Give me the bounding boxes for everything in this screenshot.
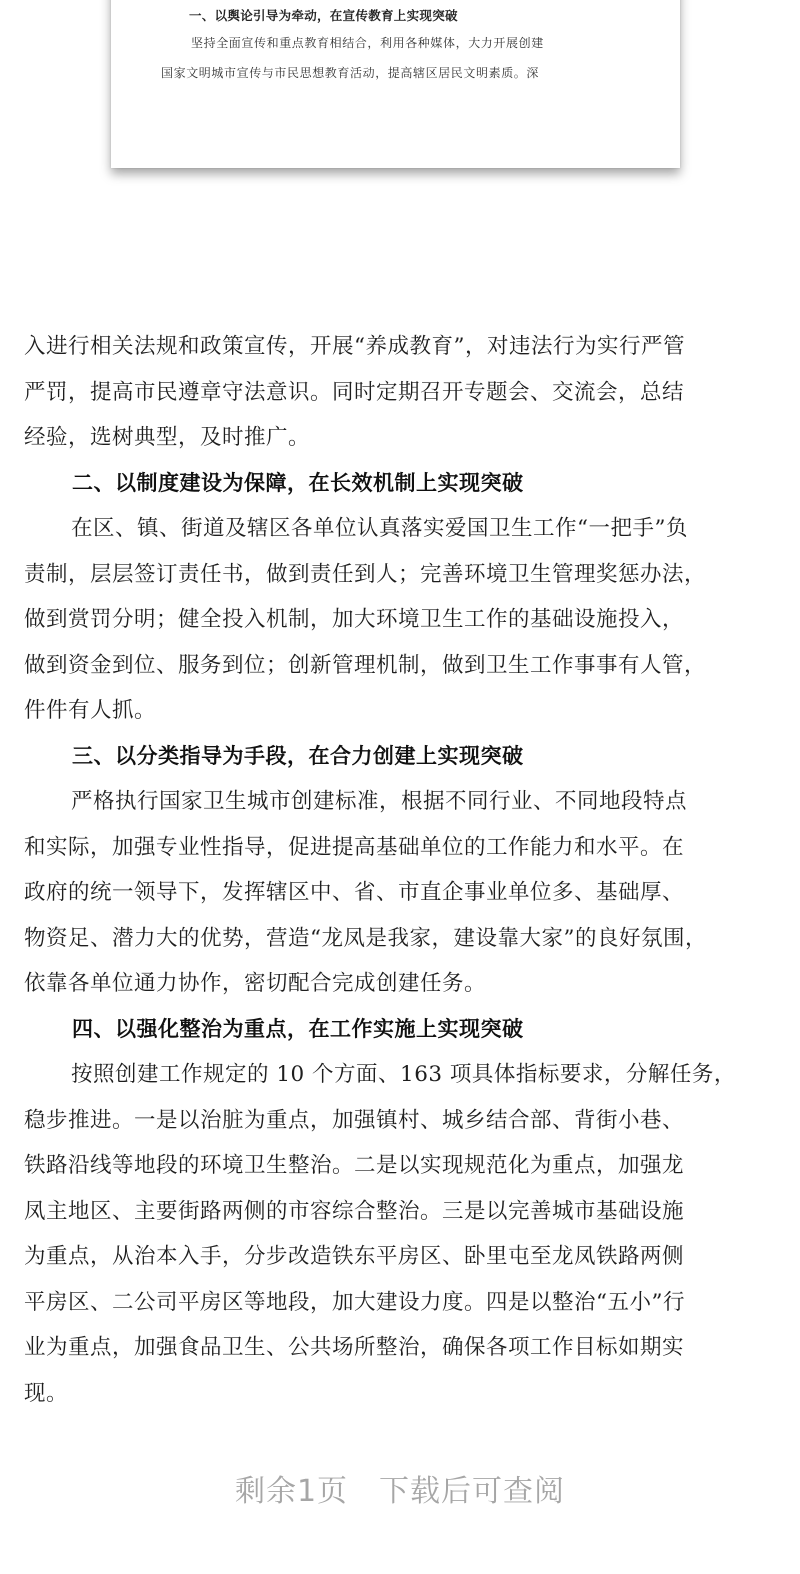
paragraph-line: 稳步推进。一是以治脏为重点，加强镇村、城乡结合部、背街小巷、 xyxy=(24,1107,685,1133)
paragraph-line: 在区、镇、街道及辖区各单位认真落实爱国卫生工作“一把手”负 xyxy=(71,516,688,541)
paragraph-line: 责制，层层签订责任书，做到责任到人；完善环境卫生管理奖惩办法， xyxy=(24,561,707,587)
paragraph-line: 凤主地区、主要街路两侧的市容综合整治。三是以完善城市基础设施 xyxy=(24,1198,685,1224)
remaining-pages-notice[interactable]: 剩余1页 下载后可查阅 xyxy=(234,1474,566,1509)
paragraph-line: 做到赏罚分明；健全投入机制，加大环境卫生工作的基础设施投入， xyxy=(24,607,685,632)
paragraph-line: 现。 xyxy=(24,1380,69,1406)
paragraph-line: 和实际，加强专业性指导，促进提高基础单位的工作能力和水平。在 xyxy=(24,834,685,860)
paragraph-line: 业为重点，加强食品卫生、公共场所整治，确保各项工作目标如期实 xyxy=(24,1335,685,1360)
card-section-heading: 一、以舆论引导为牵动，在宣传教育上实现突破 xyxy=(189,8,458,23)
card-paragraph-line: 国家文明城市宣传与市民思想教育活动，提高辖区居民文明素质。深 xyxy=(161,66,540,80)
paragraph-line: 物资足、潜力大的优势，营造“龙凤是我家，建设靠大家”的良好氛围， xyxy=(24,925,707,951)
paragraph-line: 严罚，提高市民遵章守法意识。同时定期召开专题会、交流会，总结 xyxy=(24,379,685,405)
document-body xyxy=(24,324,784,1416)
preview-page-card xyxy=(111,0,680,168)
paragraph-line: 件件有人抓。 xyxy=(24,698,157,723)
paragraph-line: 依靠各单位通力协作，密切配合完成创建任务。 xyxy=(24,971,487,996)
section-heading-3: 三、以分类指导为手段，在合力创建上实现突破 xyxy=(72,743,524,768)
paragraph-line: 平房区、二公司平房区等地段，加大建设力度。四是以整治“五小”行 xyxy=(24,1289,685,1315)
paragraph-line: 政府的统一领导下，发挥辖区中、省、市直企事业单位多、基础厚、 xyxy=(24,880,685,905)
paragraph-line: 铁路沿线等地段的环境卫生整治。二是以实现规范化为重点，加强龙 xyxy=(24,1153,685,1178)
paragraph-line: 做到资金到位、服务到位；创新管理机制，做到卫生工作事事有人管， xyxy=(24,652,707,678)
paragraph-line: 入进行相关法规和政策宣传，开展“养成教育”，对违法行为实行严管 xyxy=(24,334,685,359)
paragraph-line: 严格执行国家卫生城市创建标准，根据不同行业、不同地段特点 xyxy=(71,789,688,814)
section-heading-4: 四、以强化整治为重点，在工作实施上实现突破 xyxy=(72,1016,524,1041)
card-paragraph-line: 坚持全面宣传和重点教育相结合，利用各种媒体，大力开展创建 xyxy=(191,36,544,50)
section-heading-2: 二、以制度建设为保障，在长效机制上实现突破 xyxy=(72,470,524,495)
paragraph-line: 经验，选树典型，及时推广。 xyxy=(24,425,311,450)
paragraph-line: 为重点，从治本入手，分步改造铁东平房区、卧里屯至龙凤铁路两侧 xyxy=(24,1244,685,1269)
paragraph-line: 按照创建工作规定的 10 个方面、163 项具体指标要求，分解任务， xyxy=(71,1062,736,1087)
